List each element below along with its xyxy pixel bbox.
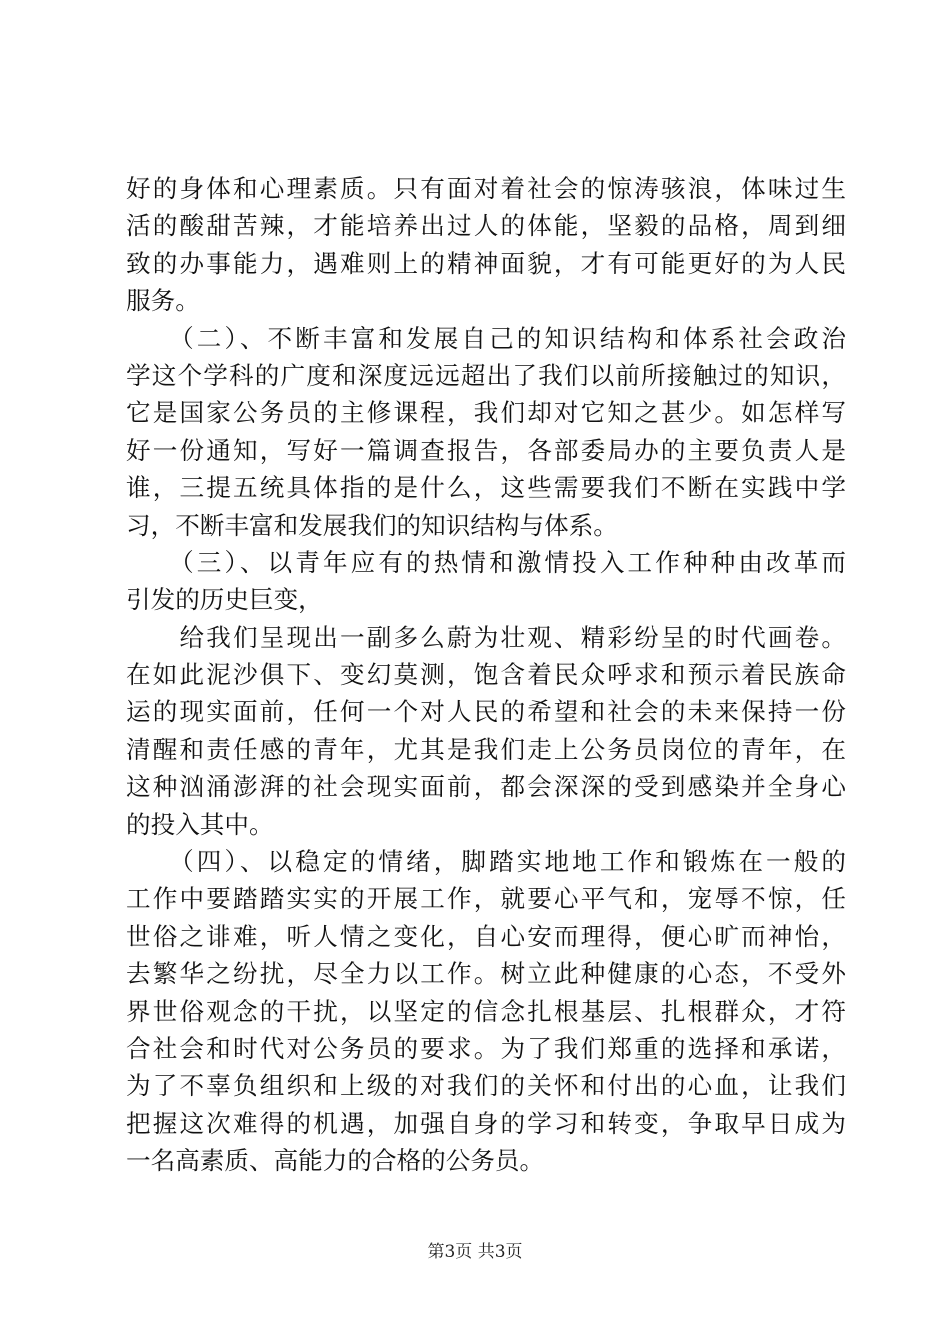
text-line: 它是国家公务员的主修课程，我们却对它知之甚少。如怎样写 bbox=[126, 398, 846, 428]
text-line: 在如此泥沙俱下、变幻莫测，饱含着民众呼求和预示着民族命 bbox=[126, 660, 846, 690]
text-line: 合社会和时代对公务员的要求。为了我们郑重的选择和承诺， bbox=[126, 1033, 846, 1063]
text-line: 好一份通知，写好一篇调查报告，各部委局办的主要负责人是 bbox=[126, 435, 846, 465]
text-line: 服务。 bbox=[126, 286, 200, 316]
text-line: 给我们呈现出一副多么蔚为壮观、精彩纷呈的时代画卷。 bbox=[126, 622, 846, 652]
page-footer: 第3页 共3页 bbox=[427, 1242, 523, 1262]
text-line: 运的现实面前，任何一个对人民的希望和社会的未来保持一份 bbox=[126, 697, 846, 727]
text-line: 清醒和责任感的青年，尤其是我们走上公务员岗位的青年，在 bbox=[126, 734, 846, 764]
text-line: 引发的历史巨变， bbox=[126, 585, 323, 615]
text-line: （三）、以青年应有的热情和激情投入工作种种由改革而 bbox=[126, 547, 846, 577]
text-line: 活的酸甜苦辣，才能培养出过人的体能，坚毅的品格，周到细 bbox=[126, 211, 846, 241]
document-body bbox=[126, 170, 846, 1180]
text-line: （二）、不断丰富和发展自己的知识结构和体系社会政治 bbox=[126, 323, 846, 353]
text-line: 致的办事能力，遇难则上的精神面貌，才有可能更好的为人民 bbox=[126, 248, 846, 278]
text-line: 去繁华之纷扰，尽全力以工作。树立此种健康的心态，不受外 bbox=[126, 959, 846, 989]
text-line: 学这个学科的广度和深度远远超出了我们以前所接触过的知识， bbox=[126, 360, 846, 390]
text-line: 界世俗观念的干扰，以坚定的信念扎根基层、扎根群众，才符 bbox=[126, 996, 846, 1026]
text-line: 工作中要踏踏实实的开展工作，就要心平气和，宠辱不惊，任 bbox=[126, 884, 846, 914]
text-line: 这种汹涌澎湃的社会现实面前，都会深深的受到感染并全身心 bbox=[126, 772, 846, 802]
text-line: 的投入其中。 bbox=[126, 809, 274, 839]
text-line: 好的身体和心理素质。只有面对着社会的惊涛骇浪，体味过生 bbox=[126, 174, 846, 203]
text-line: 一名高素质、高能力的合格的公务员。 bbox=[126, 1146, 545, 1176]
text-line: 把握这次难得的机遇，加强自身的学习和转变，争取早日成为 bbox=[126, 1108, 846, 1138]
text-line: （四）、以稳定的情绪，脚踏实地地工作和锻炼在一般的 bbox=[126, 847, 846, 877]
text-line: 谁，三提五统具体指的是什么，这些需要我们不断在实践中学 bbox=[126, 473, 846, 503]
text-line: 习，不断丰富和发展我们的知识结构与体系。 bbox=[126, 510, 618, 540]
text-line: 世俗之诽难，听人情之变化，自心安而理得，便心旷而神怡， bbox=[126, 921, 846, 951]
text-line: 为了不辜负组织和上级的对我们的关怀和付出的心血，让我们 bbox=[126, 1071, 846, 1101]
